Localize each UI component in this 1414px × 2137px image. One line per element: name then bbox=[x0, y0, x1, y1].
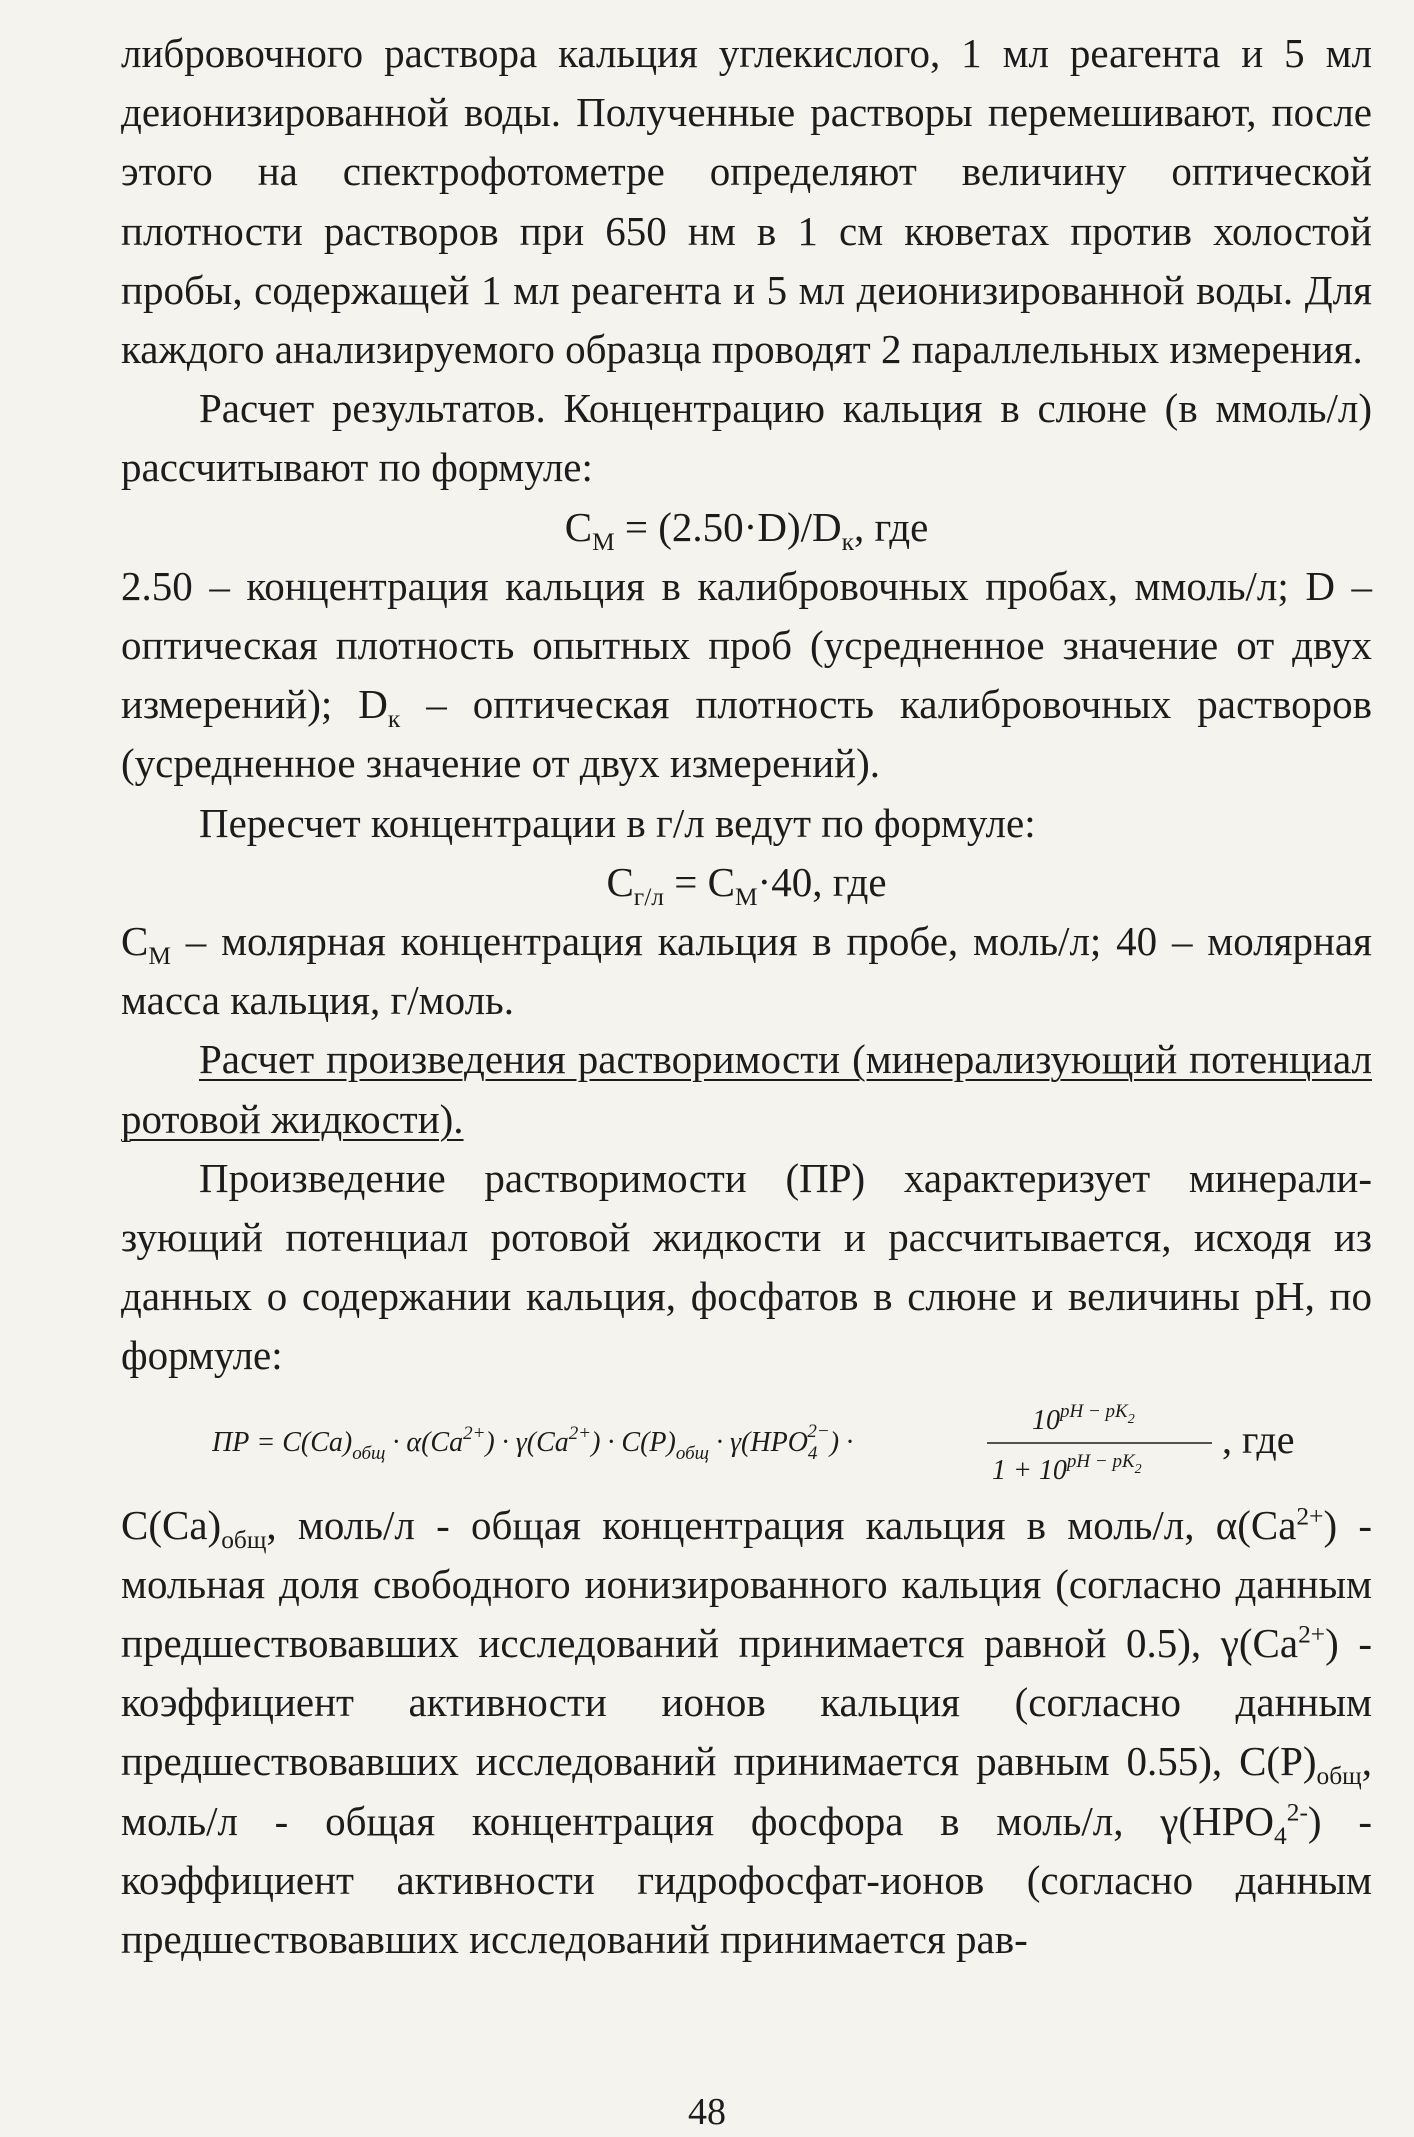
formula-symbol: C bbox=[606, 858, 634, 905]
fraction-denominator: 1 + 10 bbox=[992, 1454, 1067, 1486]
paragraph-text: , моль/л - общая концентрация кальция в моль/л, α(Ca bbox=[266, 1501, 1297, 1548]
formula-superscript: 2+ bbox=[568, 1422, 592, 1444]
paragraph-solubility: Произведение растворимости (ПР) характеризует минерализующий потенциал ротовой жидкости и рассчитывается, исходя из данных о содержании кальция, фосфатов в слюне и величины pH, по формуле: bbox=[121, 1154, 1372, 1379]
formula-tail: , где bbox=[1222, 1416, 1295, 1462]
formula-expression: = C bbox=[663, 858, 735, 905]
formula-subscript: M bbox=[592, 527, 615, 556]
formula-symbol: C bbox=[564, 503, 593, 550]
formula-superscript: pH − pK bbox=[1066, 1450, 1135, 1472]
svg-text:1 + 10pH − pK2 bbox=[992, 1451, 1142, 1486]
fraction-numerator: 10 bbox=[1032, 1404, 1060, 1436]
formula-superscript: 2- bbox=[1286, 1798, 1308, 1827]
formula-lhs: ПР = C(Ca) bbox=[212, 1426, 353, 1458]
body-text bbox=[121, 24, 1372, 1969]
formula-tail: ·40, где bbox=[757, 858, 887, 905]
paragraph-text: ) - коэффициент активности ионов кальция (согласно данным предшествовавших исследований принимается равным 0.55), C(P) bbox=[121, 1620, 1372, 1785]
paragraph-calculation: Расчет результатов. Концентрацию кальция в слюне (в ммоль/л) рассчитывают по формуле: bbox=[121, 385, 1372, 491]
formula-superscript: pH − pK bbox=[1060, 1400, 1128, 1422]
formula-tail: , где bbox=[853, 503, 929, 550]
formula-symbol: C bbox=[121, 918, 149, 965]
page-number: 48 bbox=[688, 2091, 726, 2133]
paragraph-text: ) - коэффициент активности гидрофосфат-ионов (согласно данным предшествовавших исследований принимается рав- bbox=[121, 1797, 1372, 1963]
formula-subscript: 4 bbox=[1274, 1821, 1287, 1850]
formula-term: · α(Ca bbox=[385, 1426, 464, 1458]
paragraph-variables bbox=[121, 1496, 1372, 1970]
formula-subscript: г/л bbox=[633, 883, 664, 912]
formula-subscript: 2 bbox=[1134, 1461, 1142, 1477]
formula-term: ) · γ(Ca bbox=[485, 1426, 569, 1458]
formula-expression: = (2.50·D)/D bbox=[614, 503, 842, 550]
formula-superscript: 2+ bbox=[1298, 1620, 1326, 1649]
paragraph-conversion: Пересчет концентрации в г/л ведут по формуле: bbox=[199, 799, 1036, 846]
paragraph-method-end bbox=[121, 24, 1372, 379]
formula-subscript: общ bbox=[221, 1525, 267, 1554]
formula-subscript: общ bbox=[352, 1442, 386, 1464]
svg-text:ПР = C(Ca)общ · α(Ca2+) · γ(Ca bbox=[212, 1421, 853, 1464]
paragraph-line: либровочного раствора кальция углекислого, 1 мл реагента и 5 мл bbox=[121, 30, 1372, 76]
paragraph-text: 2.50 – концентрация кальция в калибровочных пробах, ммоль/л; D – оптическая плотность опытных проб (усредненное значение от двух измерений); D bbox=[121, 562, 1372, 728]
section-heading-solubility: Расчет произведения растворимости (минерализующий потенциал ротовой жидкости). bbox=[121, 1036, 1372, 1142]
formula-subscript: M bbox=[148, 942, 171, 971]
formula-term: ) · bbox=[829, 1426, 854, 1458]
formula-superscript: 2+ bbox=[1296, 1502, 1324, 1531]
paragraph-text: , моль/л - общая концентрация фосфора в моль/л, γ(HPO bbox=[121, 1738, 1372, 1844]
paragraph-text: – оптическая плотность калибровочных растворов (усредненное значение от двух измерений). bbox=[121, 681, 1373, 787]
formula-term: ) · C(P) bbox=[591, 1426, 676, 1458]
formula-svg bbox=[212, 1391, 1362, 1491]
paragraph-text: – молярная концентрация кальция в пробе, моль/л; 40 – молярная масса кальция, г/моль. bbox=[121, 918, 1372, 1024]
formula-subscript: к bbox=[841, 527, 854, 556]
formula-concentration-mmol bbox=[121, 498, 1372, 557]
formula-subscript: 4 bbox=[807, 1442, 818, 1464]
formula-subscript: общ bbox=[675, 1442, 710, 1464]
formula-concentration-gl bbox=[121, 853, 1372, 912]
formula-subscript: общ bbox=[1316, 1762, 1362, 1791]
paragraph-molar-definition bbox=[121, 912, 1372, 1030]
formula-solubility-product bbox=[121, 1386, 1372, 1496]
formula-subscript: к bbox=[387, 705, 401, 734]
formula-term: · γ(HPO bbox=[709, 1426, 808, 1458]
formula-superscript: 2+ bbox=[463, 1422, 486, 1444]
paragraph-definitions bbox=[121, 557, 1372, 794]
svg-text:10pH − pK2 bbox=[1032, 1401, 1135, 1436]
paragraph-text: C(Ca) bbox=[121, 1501, 222, 1548]
paragraph-text: ) - мольная доля свободного ионизированного кальция (согласно данным предшествовавших исследований принимается равной 0.5), γ(Ca bbox=[121, 1501, 1372, 1667]
formula-superscript: 2− bbox=[807, 1420, 830, 1442]
formula-subscript: M bbox=[734, 883, 758, 912]
paragraph-text: деионизированной воды. Полученные растворы перемешивают, после этого на спектрофотометре определяют величину оптической плотности растворов при 650 нм в 1 см кюветах против холостой пробы, содержащей 1 мл реагента и 5 мл деионизированной воды. Для каждого анализируемого образца проводят 2 параллельных измерения. bbox=[121, 89, 1372, 373]
formula-subscript: 2 bbox=[1127, 1411, 1135, 1427]
